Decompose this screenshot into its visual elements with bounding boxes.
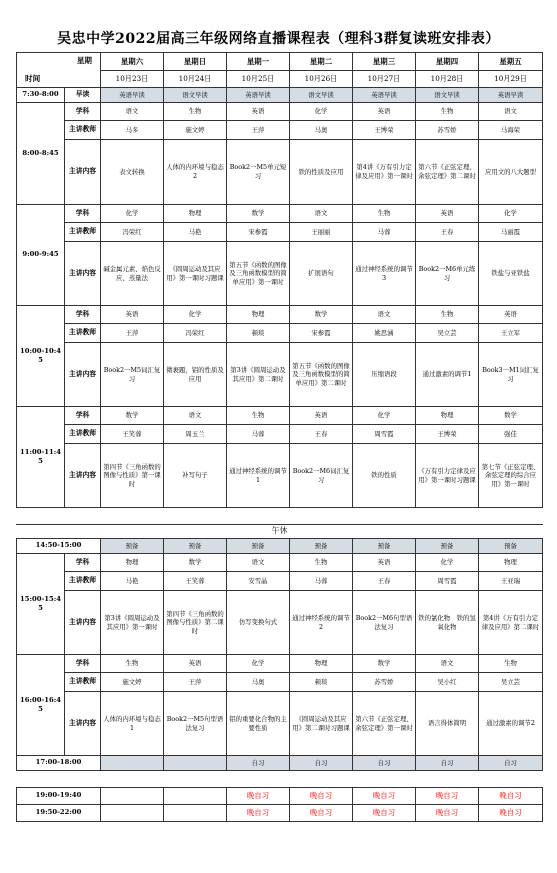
subject-cell: 生物 xyxy=(416,306,479,324)
content-cell: 第四节《三角函数的图像与性质》第一课时 xyxy=(101,444,164,508)
prep-cell: 预备 xyxy=(479,539,543,554)
teacher-cell: 吴小红 xyxy=(416,673,479,692)
spacer-row xyxy=(17,771,543,788)
subject-cell: 物理 xyxy=(290,655,353,673)
row-label: 学科 xyxy=(65,407,101,425)
subject-cell: 语文 xyxy=(353,306,416,324)
teacher-row xyxy=(17,673,543,692)
content-cell: 第4讲《万有引力定律及应用》第二课时 xyxy=(479,591,543,655)
subject-row xyxy=(17,655,543,673)
subject-cell: 数学 xyxy=(353,655,416,673)
teacher-cell: 王春 xyxy=(353,572,416,591)
subject-row xyxy=(17,103,543,121)
row-label: 主讲教师 xyxy=(65,223,101,242)
day-header: 星期一 xyxy=(227,53,290,71)
content-cell: 补写句子 xyxy=(164,444,227,508)
subject-cell: 物理 xyxy=(227,306,290,324)
prep-cell: 预备 xyxy=(416,539,479,554)
subject-cell: 英语 xyxy=(101,306,164,324)
morning-read-row xyxy=(17,88,543,103)
self-study-cell: 自习 xyxy=(353,756,416,771)
evening-study-cell xyxy=(164,788,227,805)
subject-cell: 生物 xyxy=(353,205,416,223)
time-slot: 17:00-18:00 xyxy=(17,756,101,771)
morning-read-cell: 英语早读 xyxy=(101,88,164,103)
time-slot: 16:00-16:45 xyxy=(17,655,65,756)
evening-study-cell: 晚自习 xyxy=(290,805,353,822)
date-header: 10月26日 xyxy=(290,71,353,88)
prep-cell: 预备 xyxy=(164,539,227,554)
teacher-cell: 冯荣红 xyxy=(101,223,164,242)
subject-cell: 英语 xyxy=(164,655,227,673)
teacher-cell: 强佳 xyxy=(479,425,543,444)
subject-cell: 生物 xyxy=(101,655,164,673)
content-cell: 《万有引力定律及应用》第一课时习题课 xyxy=(416,444,479,508)
teacher-row xyxy=(17,324,543,343)
time-slot: 19:00-19:40 xyxy=(17,788,101,805)
content-cell: 应用文的八大题型 xyxy=(479,140,543,205)
row-label: 学科 xyxy=(65,306,101,324)
content-cell: 铁盐与亚铁盐 xyxy=(479,242,543,306)
evening-study-cell xyxy=(101,805,164,822)
header-row-days xyxy=(17,53,543,71)
schedule-table xyxy=(16,52,543,822)
self-study-cell: 自习 xyxy=(416,756,479,771)
time-slot: 19:50-22:00 xyxy=(17,805,101,822)
content-cell: 第4讲《万有引力定律及应用》第一课时 xyxy=(353,140,416,205)
teacher-cell: 吴立芸 xyxy=(479,673,543,692)
teacher-cell: 苏雪娇 xyxy=(353,673,416,692)
subject-cell: 生物 xyxy=(164,103,227,121)
teacher-cell: 宋参霞 xyxy=(227,223,290,242)
row-label: 主讲教师 xyxy=(65,425,101,444)
subject-cell: 化学 xyxy=(101,205,164,223)
teacher-cell: 顿琰 xyxy=(290,673,353,692)
teacher-cell: 王萍 xyxy=(164,673,227,692)
teacher-cell: 王春 xyxy=(416,223,479,242)
subject-cell: 英语 xyxy=(290,407,353,425)
content-cell: 仿写变换句式 xyxy=(227,591,290,655)
teacher-cell: 王丽丽 xyxy=(290,223,353,242)
morning-read-cell: 语文早读 xyxy=(290,88,353,103)
page-title: 吴忠中学2022届高三年级网络直播课程表（理科3群复读班安排表） xyxy=(57,31,500,47)
content-cell: 人体的内环境与稳态2 xyxy=(164,140,227,205)
content-cell: 微裹題，铝的性质及应用 xyxy=(164,343,227,407)
row-label: 主讲内容 xyxy=(65,444,101,508)
content-cell: 第3讲《圆周运动及其应用》第二课时 xyxy=(227,343,290,407)
teacher-cell: 周玉兰 xyxy=(164,425,227,444)
evening-row xyxy=(17,805,543,822)
evening-study-cell xyxy=(164,805,227,822)
day-header: 星期二 xyxy=(290,53,353,71)
content-cell: 第3讲《圆周运动及其应用》第一课时 xyxy=(101,591,164,655)
row-label: 主讲教师 xyxy=(65,121,101,140)
time-slot: 9:00-9:45 xyxy=(17,205,65,306)
subject-cell: 化学 xyxy=(479,205,543,223)
teacher-cell: 周雪霞 xyxy=(353,425,416,444)
subject-cell: 物理 xyxy=(101,554,164,572)
subject-cell: 英语 xyxy=(479,306,543,324)
evening-study-cell: 晚自习 xyxy=(353,788,416,805)
subject-row xyxy=(17,407,543,425)
teacher-row xyxy=(17,223,543,242)
content-row xyxy=(17,444,543,508)
subject-cell: 语文 xyxy=(290,205,353,223)
self-study-row xyxy=(17,756,543,771)
day-header: 星期日 xyxy=(164,53,227,71)
subject-cell: 化学 xyxy=(290,103,353,121)
row-label: 主讲内容 xyxy=(65,343,101,407)
day-column-label: 星期 xyxy=(76,56,92,65)
teacher-cell: 王笑蓉 xyxy=(101,425,164,444)
subject-cell: 化学 xyxy=(164,306,227,324)
content-cell: Book2一M6单元练习 xyxy=(416,242,479,306)
spacer-cell xyxy=(17,508,543,525)
teacher-cell: 施文婷 xyxy=(101,673,164,692)
subject-cell: 语文 xyxy=(416,655,479,673)
teacher-cell: 王博荣 xyxy=(353,121,416,140)
teacher-cell: 王博荣 xyxy=(416,425,479,444)
evening-study-cell: 晚自习 xyxy=(353,805,416,822)
evening-study-cell: 晚自习 xyxy=(479,805,543,822)
date-header: 10月23日 xyxy=(101,71,164,88)
row-label: 主讲内容 xyxy=(65,242,101,306)
content-row xyxy=(17,692,543,756)
time-slot: 11:00-11:45 xyxy=(17,407,65,508)
prep-cell: 预备 xyxy=(353,539,416,554)
row-label: 学科 xyxy=(65,103,101,121)
evening-study-cell: 晚自习 xyxy=(479,788,543,805)
morning-read-cell: 英语早读 xyxy=(479,88,543,103)
subject-cell: 数学 xyxy=(101,407,164,425)
subject-cell: 化学 xyxy=(416,554,479,572)
subject-cell: 生物 xyxy=(227,407,290,425)
row-label: 学科 xyxy=(65,205,101,223)
teacher-cell: 苏雪娇 xyxy=(416,121,479,140)
teacher-cell: 姚思涵 xyxy=(353,324,416,343)
teacher-cell: 马丽霞 xyxy=(479,223,543,242)
subject-cell: 语文 xyxy=(227,554,290,572)
date-header: 10月28日 xyxy=(416,71,479,88)
subject-cell: 化学 xyxy=(353,407,416,425)
date-header: 10月27日 xyxy=(353,71,416,88)
teacher-cell: 施文婷 xyxy=(164,121,227,140)
subject-cell: 数学 xyxy=(479,407,543,425)
date-header: 10月24日 xyxy=(164,71,227,88)
content-cell: Book3一M1词汇复习 xyxy=(479,343,543,407)
lunch-rest-label: 午休 xyxy=(17,525,543,539)
content-cell: Book2一M5句型语法复习 xyxy=(164,692,227,756)
teacher-cell: 王笑蓉 xyxy=(164,572,227,591)
teacher-cell: 安雪晶 xyxy=(227,572,290,591)
subject-cell: 生物 xyxy=(416,103,479,121)
subject-row xyxy=(17,554,543,572)
subject-cell: 语文 xyxy=(479,103,543,121)
content-cell: 压缩语段 xyxy=(353,343,416,407)
subject-cell: 英语 xyxy=(416,205,479,223)
morning-read-cell: 语文早读 xyxy=(164,88,227,103)
content-cell: 通过激素的调节1 xyxy=(416,343,479,407)
content-cell: 通过激素的调节2 xyxy=(479,692,543,756)
content-cell: 表文转换 xyxy=(101,140,164,205)
subject-cell: 化学 xyxy=(227,655,290,673)
content-cell: 第五节《函数的图像及三角函数模型的简单应用》第二课时 xyxy=(290,343,353,407)
teacher-cell: 周雪霞 xyxy=(416,572,479,591)
content-cell: 第五节《函数的图像及三角函数模型的简单应用》第一课时 xyxy=(227,242,290,306)
subject-cell: 生物 xyxy=(290,554,353,572)
content-cell: 扩展语句 xyxy=(290,242,353,306)
day-header: 星期五 xyxy=(479,53,543,71)
teacher-cell: 王春 xyxy=(290,425,353,444)
evening-study-cell: 晚自习 xyxy=(227,788,290,805)
evening-study-cell: 晚自习 xyxy=(416,788,479,805)
evening-row xyxy=(17,788,543,805)
teacher-cell: 马海荣 xyxy=(479,121,543,140)
evening-study-cell: 晚自习 xyxy=(227,805,290,822)
row-label: 主讲内容 xyxy=(65,140,101,205)
time-slot: 14:50-15:00 xyxy=(17,539,101,554)
content-cell: 人体的内环境与稳态1 xyxy=(101,692,164,756)
subject-cell: 数学 xyxy=(290,306,353,324)
prep-cell: 预备 xyxy=(290,539,353,554)
morning-read-cell: 英语早读 xyxy=(353,88,416,103)
content-cell: Book2一M6句型语法复习 xyxy=(353,591,416,655)
content-cell: 通过神经系统的调节1 xyxy=(227,444,290,508)
content-cell: 铁的氯化物 铁的氢氧化物 xyxy=(416,591,479,655)
subject-cell: 语文 xyxy=(101,103,164,121)
subject-row xyxy=(17,306,543,324)
subject-cell: 物理 xyxy=(416,407,479,425)
row-label: 学科 xyxy=(65,655,101,673)
time-slot: 8:00-8:45 xyxy=(17,103,65,205)
teacher-cell: 王萍 xyxy=(227,121,290,140)
teacher-row xyxy=(17,425,543,444)
teacher-cell: 顿琰 xyxy=(227,324,290,343)
content-cell: Book2一M5词汇复习 xyxy=(101,343,164,407)
row-label: 主讲教师 xyxy=(65,673,101,692)
prep-cell: 预备 xyxy=(101,539,164,554)
date-header: 10月29日 xyxy=(479,71,543,88)
teacher-cell: 马蓉 xyxy=(353,223,416,242)
time-column-label: 时间 xyxy=(25,73,41,83)
self-study-cell: 自习 xyxy=(290,756,353,771)
teacher-row xyxy=(17,121,543,140)
teacher-cell: 马蓉 xyxy=(227,425,290,444)
teacher-cell: 王萍 xyxy=(101,324,164,343)
content-cell: 通过神经系统的调节3 xyxy=(353,242,416,306)
subject-cell: 物理 xyxy=(479,554,543,572)
subject-cell: 英语 xyxy=(353,103,416,121)
subject-cell: 数学 xyxy=(164,554,227,572)
time-slot: 7:30-8:00 xyxy=(17,88,65,103)
date-header: 10月25日 xyxy=(227,71,290,88)
row-label: 学科 xyxy=(65,554,101,572)
time-slot: 10:00-10:45 xyxy=(17,306,65,407)
content-cell: 碱金属元素、焰色反应、蒸量法 xyxy=(101,242,164,306)
prep-row xyxy=(17,539,543,554)
subject-cell: 英语 xyxy=(353,554,416,572)
evening-study-cell: 晚自习 xyxy=(416,805,479,822)
teacher-cell: 马多 xyxy=(101,121,164,140)
content-cell: 第七节《正弦定理、余弦定理的综合应用》第一课时 xyxy=(479,444,543,508)
self-study-cell: 自习 xyxy=(479,756,543,771)
day-header: 星期三 xyxy=(353,53,416,71)
content-cell: 《圆周运动及其应用》第一课时习题课 xyxy=(164,242,227,306)
content-cell: 第四节《三角函数的图像与性质》第二课时 xyxy=(164,591,227,655)
evening-study-cell xyxy=(101,788,164,805)
subject-cell: 物理 xyxy=(164,205,227,223)
content-cell: 第六节《正弦定理、余弦定理》第二课时 xyxy=(416,140,479,205)
teacher-cell: 马蓉 xyxy=(290,572,353,591)
teacher-cell: 冯荣红 xyxy=(164,324,227,343)
content-cell: Book2一M6词汇复习 xyxy=(290,444,353,508)
self-study-cell xyxy=(101,756,164,771)
teacher-row xyxy=(17,572,543,591)
teacher-cell: 马艳 xyxy=(101,572,164,591)
teacher-cell: 马艳 xyxy=(164,223,227,242)
subject-cell: 语文 xyxy=(164,407,227,425)
subject-cell: 数学 xyxy=(227,205,290,223)
subject-row xyxy=(17,205,543,223)
row-label: 主讲教师 xyxy=(65,572,101,591)
morning-read-cell: 语文早读 xyxy=(416,88,479,103)
teacher-cell: 宋参霞 xyxy=(290,324,353,343)
teacher-cell: 吴立芸 xyxy=(416,324,479,343)
teacher-cell: 马奥 xyxy=(290,121,353,140)
spacer-row xyxy=(17,508,543,525)
header-corner xyxy=(17,53,101,88)
content-row xyxy=(17,591,543,655)
content-cell: 铝的重要化合物的主要性质 xyxy=(227,692,290,756)
content-cell: 铁的性质及应用 xyxy=(290,140,353,205)
row-label: 主讲内容 xyxy=(65,591,101,655)
self-study-cell: 自习 xyxy=(227,756,290,771)
content-row xyxy=(17,343,543,407)
content-row xyxy=(17,140,543,205)
content-cell: Book2一M5单元短习 xyxy=(227,140,290,205)
content-cell: 第六节《正弦定理、余弦定理》第一课时 xyxy=(353,692,416,756)
content-cell: 通过神经系统的调节2 xyxy=(290,591,353,655)
evening-study-cell: 晚自习 xyxy=(290,788,353,805)
self-study-cell xyxy=(164,756,227,771)
lunch-rest-row xyxy=(17,525,543,539)
teacher-cell: 王立军 xyxy=(479,324,543,343)
teacher-cell: 王亚瑞 xyxy=(479,572,543,591)
spacer-cell xyxy=(17,771,543,788)
day-header: 星期四 xyxy=(416,53,479,71)
day-header: 星期六 xyxy=(101,53,164,71)
content-row xyxy=(17,242,543,306)
row-label: 主讲教师 xyxy=(65,324,101,343)
teacher-cell: 马奥 xyxy=(227,673,290,692)
time-slot: 15:00-15:45 xyxy=(17,554,65,655)
row-label: 主讲内容 xyxy=(65,692,101,756)
morning-read-cell: 英语早读 xyxy=(227,88,290,103)
content-cell: 铁的性质 xyxy=(353,444,416,508)
content-cell: 语言得体简明 xyxy=(416,692,479,756)
content-cell: 《圆周运动及其应用》第二课时习题课 xyxy=(290,692,353,756)
row-label: 早读 xyxy=(65,88,101,103)
subject-cell: 生物 xyxy=(479,655,543,673)
subject-cell: 英语 xyxy=(227,103,290,121)
prep-cell: 预备 xyxy=(227,539,290,554)
